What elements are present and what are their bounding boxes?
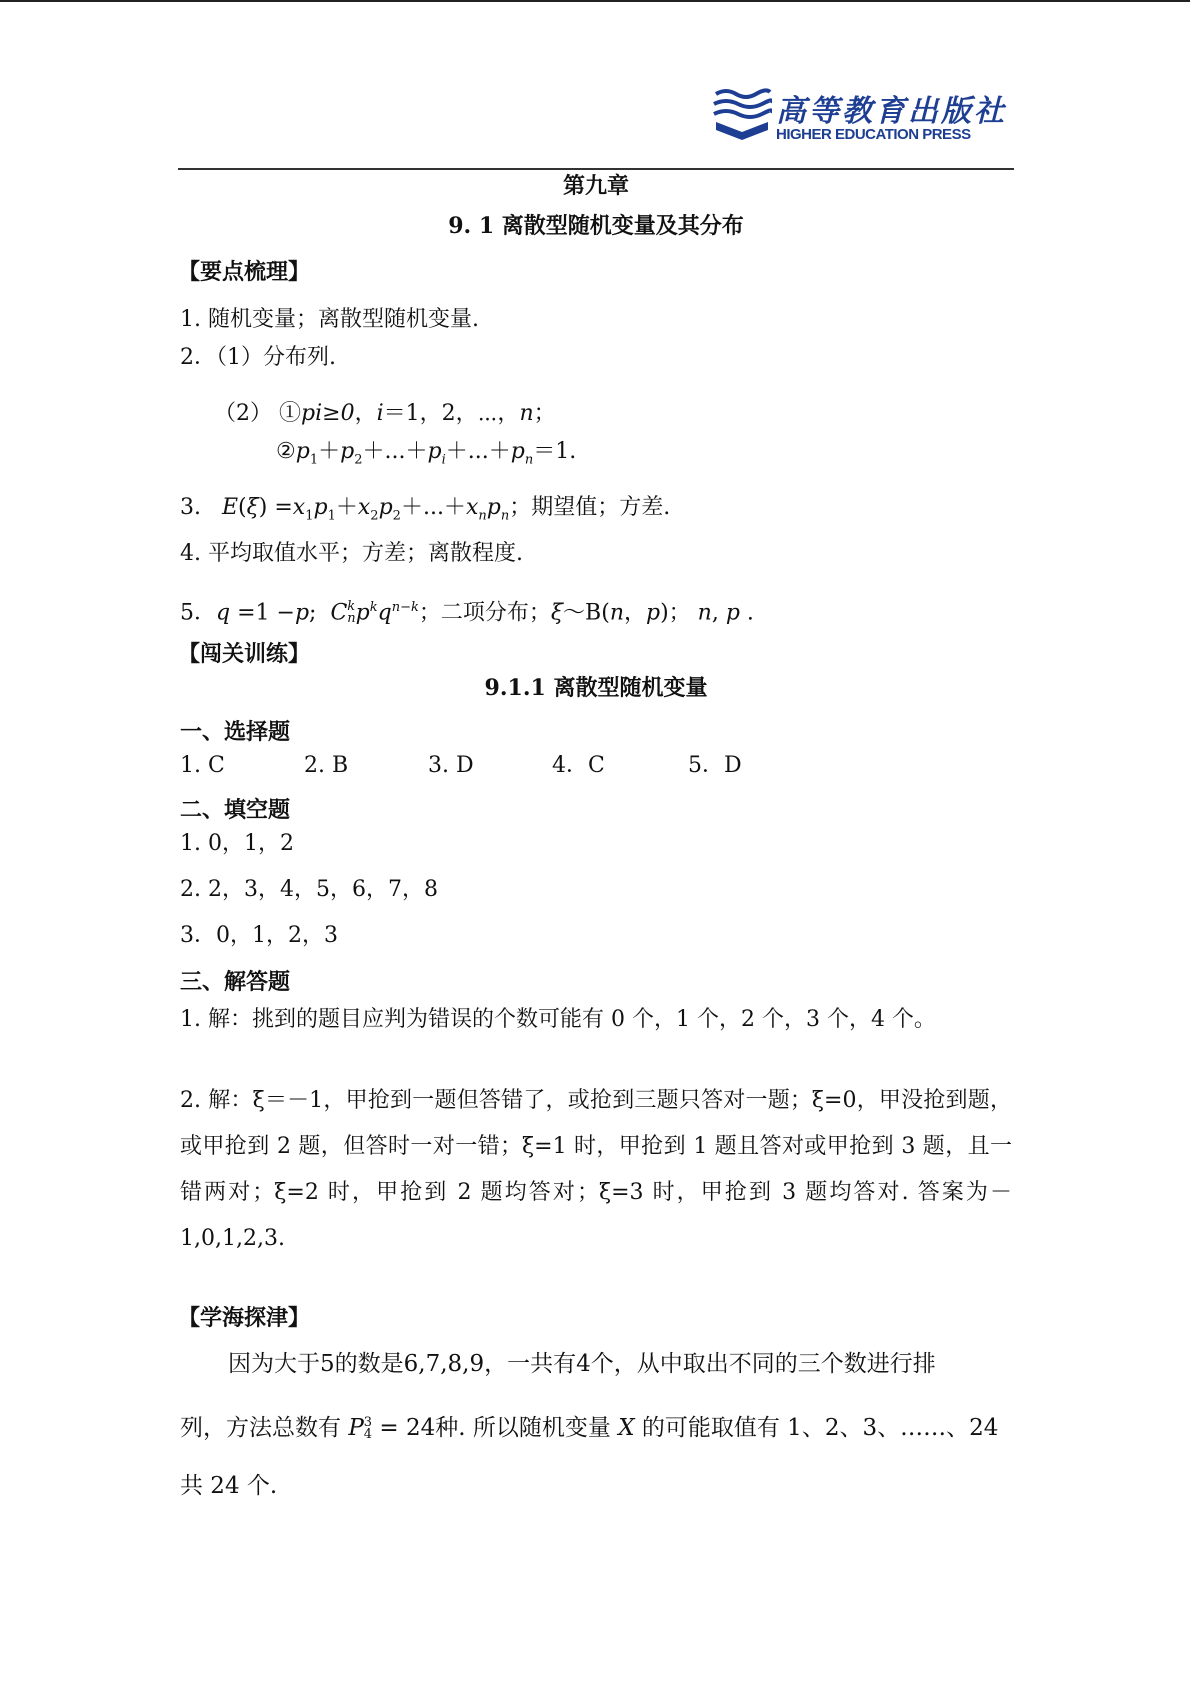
key-point-2-2-sum: $②p_1+p_2+...+p_i+...+p_n=1$. [276,439,577,468]
section-title: 9. 1 离散型随机变量及其分布 [448,213,744,239]
chapter-title: 第九章 [562,173,629,199]
page-top-border [0,0,1190,2]
fill-answer-3: 3．0，1，2，3 [180,923,338,948]
publisher-name-cn: 高等教育出版社 [776,94,1007,129]
publisher-name-en: HIGHER EDUCATION PRESS [776,126,971,143]
key-point-3: 3. $E(\xi) =x_1p_1+x_2p_2+...+x_np_n$；期望值；方差. [180,495,671,524]
choice-answer-5: 5．D [688,753,742,778]
solve-heading: 三、解答题 [180,969,291,995]
explore-line-3: 共 24 个. [180,1473,278,1499]
fill-heading: 二、填空题 [180,797,291,823]
explore-line-2-c: 的可能取值有 1、2、3、……、24 [641,1415,999,1441]
key-point-3-tail: ；期望值；方差. [509,495,671,520]
key-point-5: 5．q =1 −p; C k n $p^kq^{n-k}$；二项分布；ξ～B(n，p)； n, p . [180,599,754,627]
key-point-2-2: （2） ①pi≥0，i＝1，2，⋯，n； [214,401,556,426]
explore-line-2: 列，方法总数有 P 3 4 = 24种. 所以随机变量 X 的可能取值有 1、2、3、……、24 [180,1415,999,1442]
solve-answer-1: 1. 解：挑到的题目应判为错误的个数可能有 0 个，1 个，2 个，3 个，4 个。 [180,1007,936,1032]
choice-answer-4: 4．C [552,753,605,778]
fill-answer-2: 2. 2，3，4，5，6，7，8 [180,877,438,902]
waves-icon [712,86,772,144]
publisher-logo [712,86,1012,146]
solve-answer-2: 2. 解：ξ＝－1，甲抢到一题但答错了，或抢到三题只答对一题；ξ=0，甲没抢到题，或甲抢到 2 题，但答时一对一错；ξ=1 时，甲抢到 1 题且答对或甲抢到 3 题，且一错两对；ξ=2 时，甲抢到 2 题均答对；ξ=3 时，甲抢到 3 题均答对. 答案为－1,0,1,2,3. [180,1088,1012,1251]
choice-heading: 一、选择题 [180,719,291,745]
explore-line-2-a: 列，方法总数有 [180,1415,341,1441]
explore-line-2-b: = 24种. 所以随机变量 [379,1415,611,1441]
training-subsection: 9.1.1 离散型随机变量 [484,675,708,701]
choice-answer-2: 2. B [304,753,349,778]
header-rule [178,168,1014,170]
key-point-5-tail: ；二项分布； [418,600,551,626]
fill-answer-1: 1. 0，1，2 [180,831,294,856]
key-point-2-1: 2．（1）分布列. [180,345,336,370]
explore-heading: 【学海探津】 [178,1305,311,1331]
training-heading: 【闯关训练】 [178,641,311,667]
key-point-4: 4. 平均取值水平；方差；离散程度. [180,541,523,566]
choice-answer-3: 3. D [428,753,474,778]
key-points-heading: 【要点梳理】 [178,259,311,285]
explore-line-1: 因为大于5的数是6,7,8,9，一共有4个，从中取出不同的三个数进行排 [228,1351,936,1377]
key-point-2-2-label: （2） [214,401,272,426]
key-point-1: 1. 随机变量；离散型随机变量. [180,307,479,332]
choice-answer-1: 1. C [180,753,225,778]
